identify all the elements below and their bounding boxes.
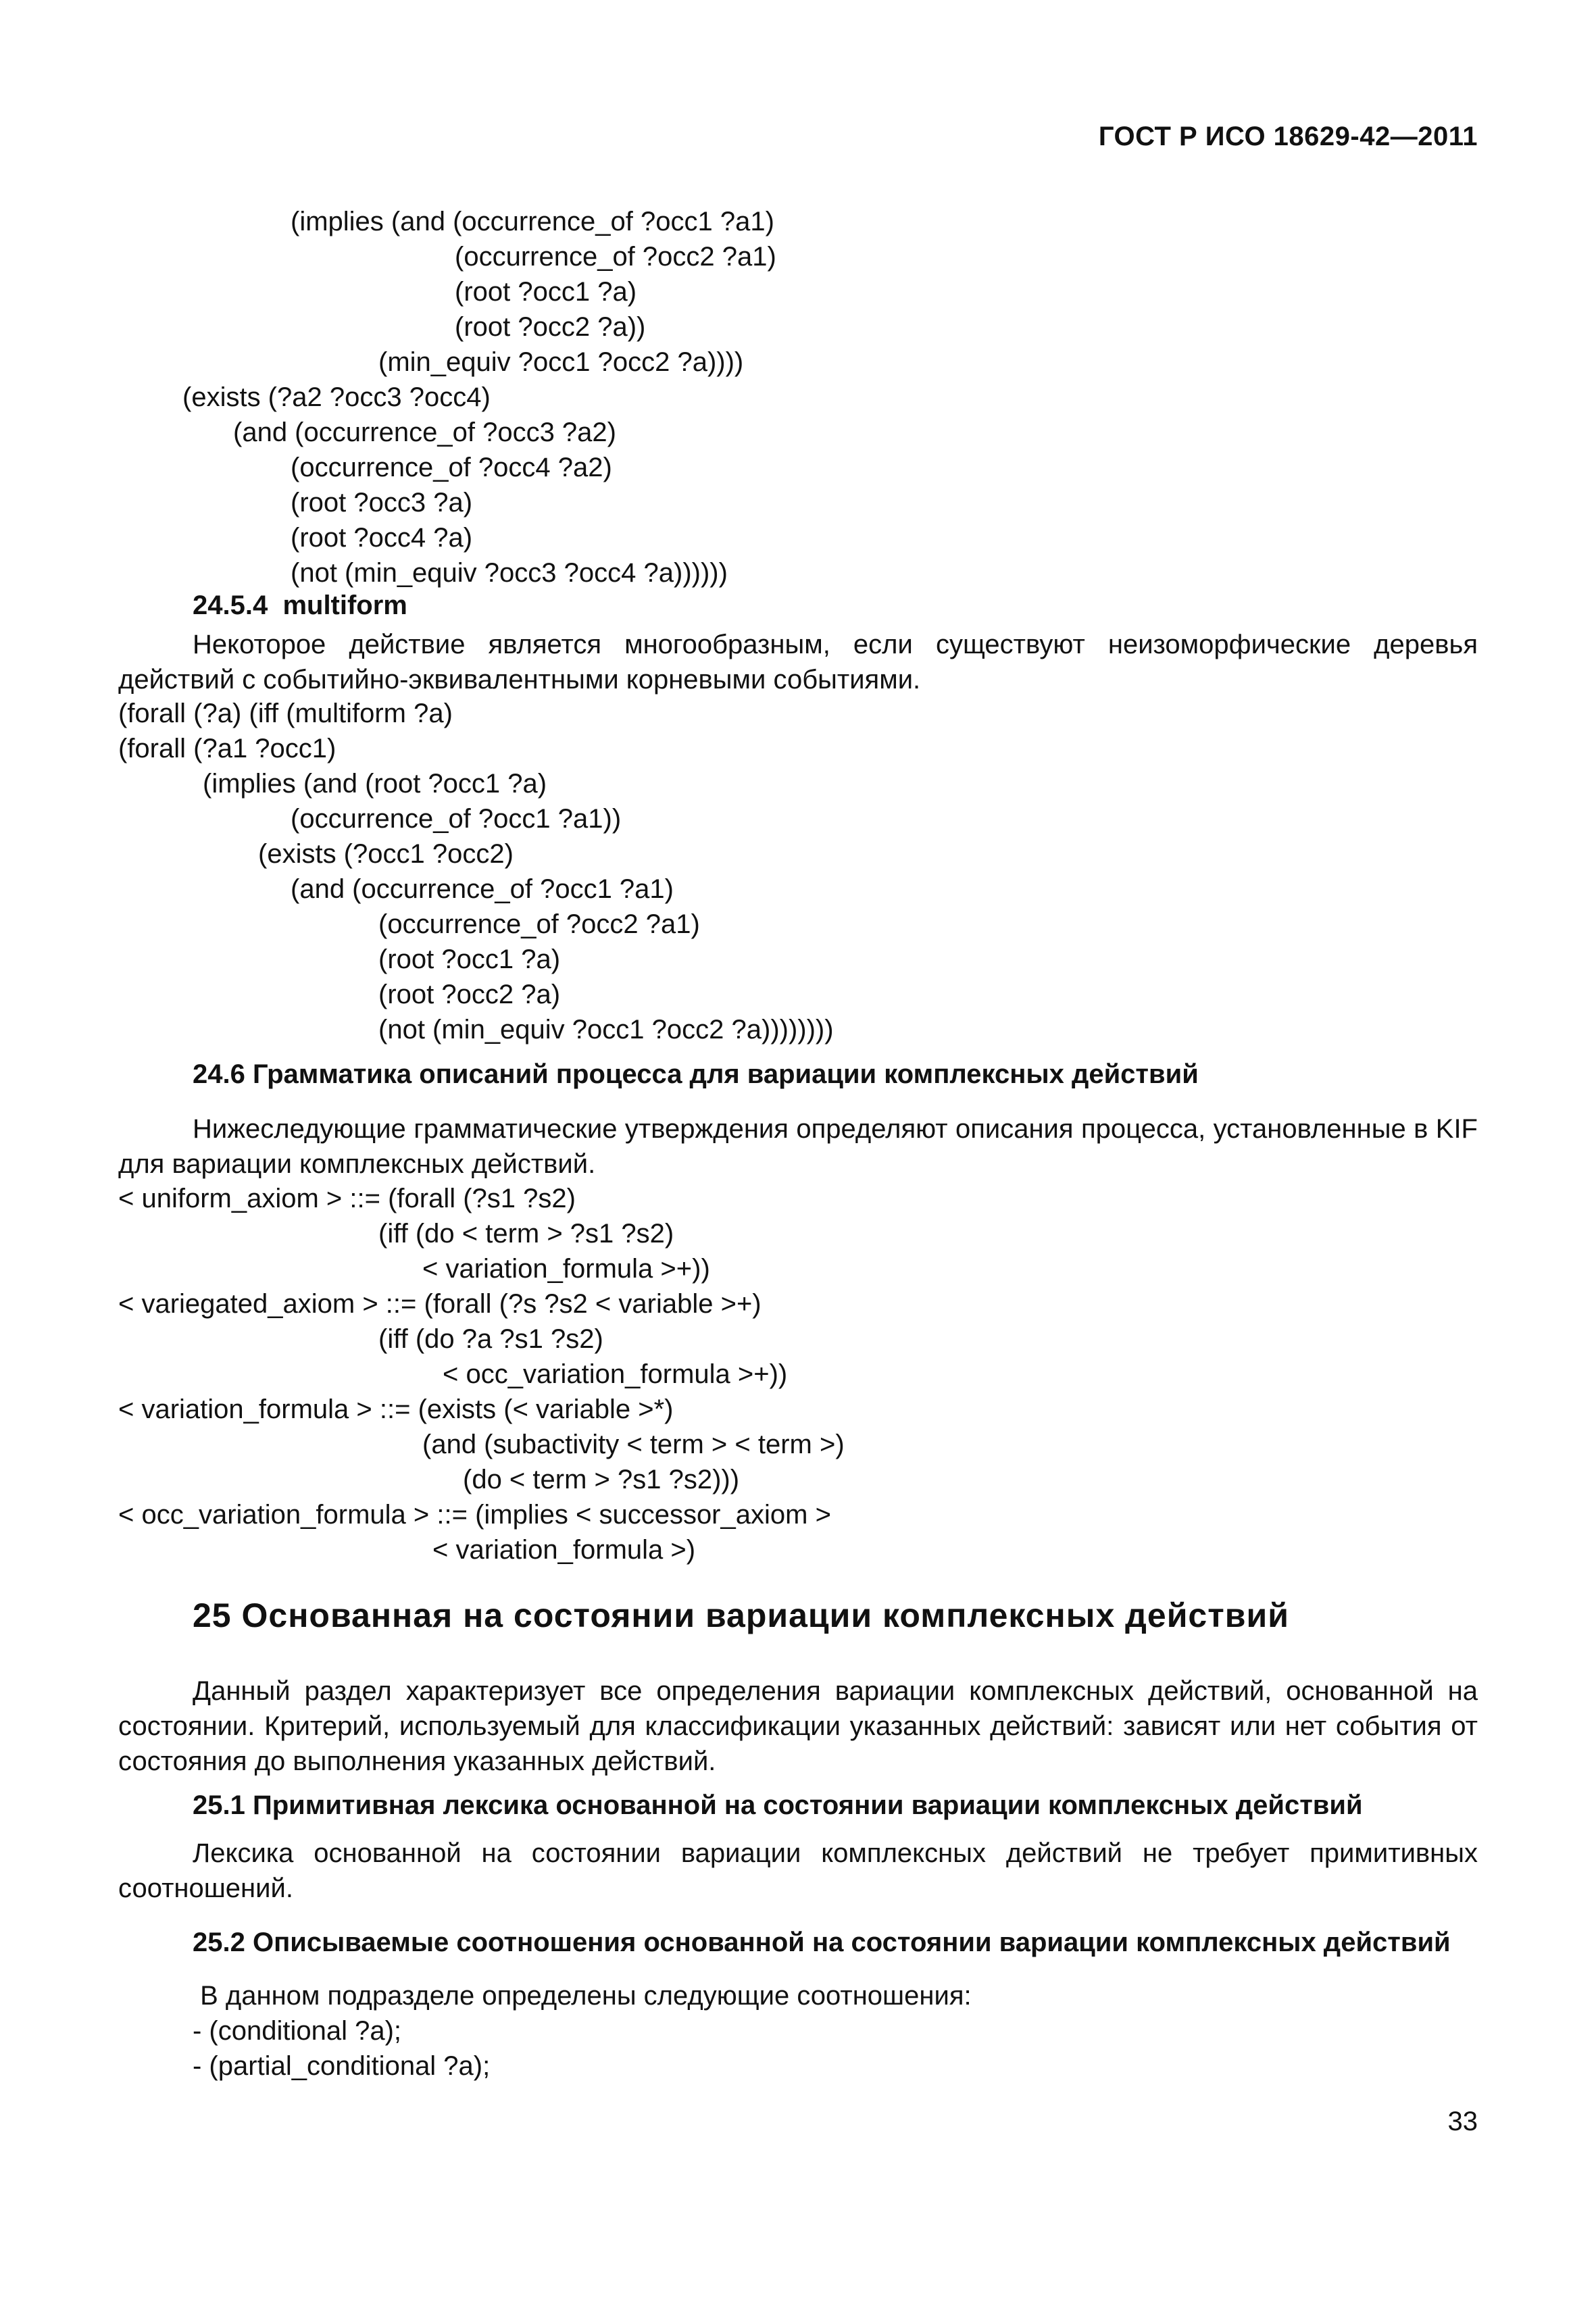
grammar-line: (do < term > ?s1 ?s2))): [463, 1465, 740, 1494]
code-line: (root ?occ2 ?a)): [455, 312, 646, 342]
grammar-line: < variation_formula > ::= (exists (< variable >*): [118, 1394, 674, 1424]
grammar-line: (and (subactivity < term > < term >): [422, 1430, 845, 1459]
standard-id-header: ГОСТ Р ИСО 18629-42—2011: [1098, 122, 1478, 151]
code-line: (not (min_equiv ?occ3 ?occ4 ?a)))))): [291, 558, 728, 588]
section-paragraph: Данный раздел характеризует все определения вариации комплексных действий, основанной на состоянии. Критерий, используемый для классификации указанных действий: зависят или нет события от состояния до выполнения указанных действий.: [118, 1676, 1478, 1776]
grammar-line: < occ_variation_formula >+)): [443, 1359, 788, 1389]
code-line: (root ?occ2 ?a): [378, 980, 561, 1009]
grammar-line: (iff (do ?a ?s1 ?s2): [378, 1324, 603, 1354]
section-paragraph: Лексика основанной на состоянии вариации комплексных действий не требует примитивных соотношений.: [118, 1838, 1478, 1903]
code-line: (occurrence_of ?occ1 ?a1)): [291, 804, 622, 834]
grammar-line: < variegated_axiom > ::= (forall (?s ?s2 < variable >+): [118, 1289, 762, 1319]
section-paragraph: Нижеследующие грамматические утверждения определяют описания процесса, установленные в KIF для вариации комплексных действий.: [118, 1114, 1478, 1179]
section-heading-25: 25 Основанная на состоянии вариации комплексных действий: [193, 1596, 1289, 1634]
section-heading-25-1: 25.1 Примитивная лексика основанной на состоянии вариации комплексных действий: [193, 1790, 1363, 1820]
grammar-line: < variation_formula >): [432, 1535, 696, 1565]
code-line: (root ?occ1 ?a): [455, 277, 637, 307]
list-item: - (conditional ?a);: [193, 2016, 402, 2046]
code-line: (and (occurrence_of ?occ3 ?a2): [233, 418, 616, 447]
section-paragraph: Некоторое действие является многообразным, если существуют неизоморфические деревья действий с событийно-эквивалентными корневыми событиями.: [118, 630, 1478, 695]
grammar-line: < uniform_axiom > ::= (forall (?s1 ?s2): [118, 1184, 576, 1213]
code-line: (forall (?a) (iff (multiform ?a): [118, 699, 453, 728]
code-line: (exists (?occ1 ?occ2): [258, 839, 514, 869]
code-line: (implies (and (occurrence_of ?occ1 ?a1): [291, 207, 774, 236]
code-line: (exists (?a2 ?occ3 ?occ4): [182, 382, 491, 412]
section-heading-25-2: 25.2 Описываемые соотношения основанной на состоянии вариации комплексных действий: [193, 1928, 1451, 1957]
section-intro: В данном подразделе определены следующие соотношения:: [193, 1981, 972, 2011]
code-line: (occurrence_of ?occ4 ?a2): [291, 453, 612, 482]
code-line: (occurrence_of ?occ2 ?a1): [455, 242, 776, 272]
page-number: 33: [1447, 2107, 1478, 2136]
code-line: (implies (and (root ?occ1 ?a): [203, 769, 547, 799]
section-heading-24-6: 24.6 Грамматика описаний процесса для вариации комплексных действий: [193, 1059, 1199, 1089]
grammar-line: < variation_formula >+)): [422, 1254, 710, 1284]
code-line: (occurrence_of ?occ2 ?a1): [378, 909, 700, 939]
section-heading-24-5-4: 24.5.4 multiform: [193, 590, 407, 620]
grammar-line: < occ_variation_formula > ::= (implies < successor_axiom >: [118, 1500, 831, 1530]
code-line: (root ?occ4 ?a): [291, 523, 473, 553]
code-line: (forall (?a1 ?occ1): [118, 734, 336, 763]
code-line: (root ?occ1 ?a): [378, 945, 561, 974]
grammar-line: (iff (do < term > ?s1 ?s2): [378, 1219, 674, 1249]
code-line: (min_equiv ?occ1 ?occ2 ?a)))): [378, 347, 744, 377]
code-line: (and (occurrence_of ?occ1 ?a1): [291, 874, 674, 904]
list-item: - (partial_conditional ?a);: [193, 2051, 491, 2081]
code-line: (root ?occ3 ?a): [291, 488, 473, 518]
code-line: (not (min_equiv ?occ1 ?occ2 ?a)))))))): [378, 1015, 834, 1045]
